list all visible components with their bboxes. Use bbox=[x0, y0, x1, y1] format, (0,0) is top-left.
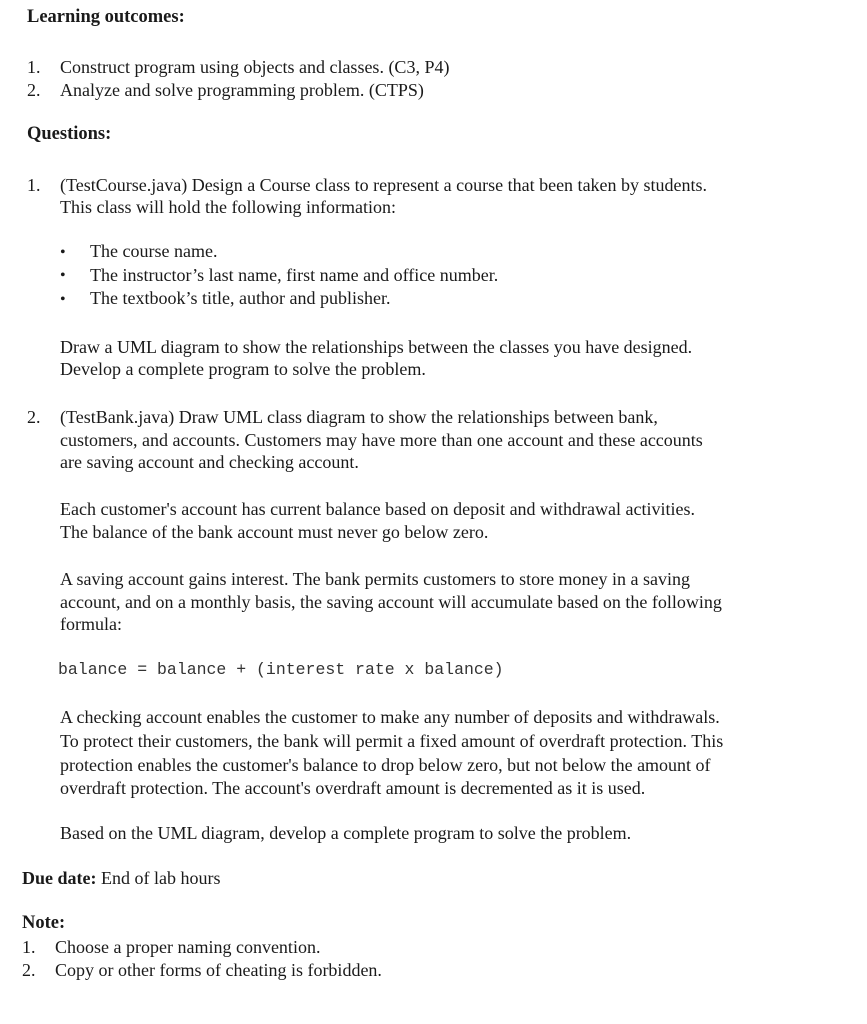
question-1-bullet: The course name. bbox=[90, 241, 218, 261]
saving-paragraph-line: A saving account gains interest. The bank permits customers to store money in a saving bbox=[60, 569, 691, 589]
question-1-closing-line: Develop a complete program to solve the problem. bbox=[60, 359, 426, 379]
note-number: 2. bbox=[22, 960, 36, 980]
due-date bbox=[22, 868, 220, 889]
bullet-icon: • bbox=[60, 267, 66, 284]
questions-heading: Questions: bbox=[27, 124, 112, 144]
checking-paragraph-line: To protect their customers, the bank will permit a fixed amount of overdraft protection. This bbox=[60, 731, 724, 751]
saving-paragraph-line: account, and on a monthly basis, the saving account will accumulate based on the following bbox=[60, 592, 722, 612]
question-2-intro-line: are saving account and checking account. bbox=[60, 452, 359, 472]
outcome-number: 2. bbox=[27, 80, 41, 100]
bullet-icon: • bbox=[60, 291, 66, 308]
outcome-text: Analyze and solve programming problem. (CTPS) bbox=[60, 80, 424, 100]
learning-outcomes-heading: Learning outcomes: bbox=[27, 7, 185, 27]
note-number: 1. bbox=[22, 937, 36, 957]
question-2-intro-line: customers, and accounts. Customers may have more than one account and these accounts bbox=[60, 430, 703, 450]
balance-paragraph-line: The balance of the bank account must never go below zero. bbox=[60, 522, 489, 542]
note-text: Choose a proper naming convention. bbox=[55, 937, 321, 957]
question-1-bullet: The textbook’s title, author and publisher. bbox=[90, 288, 391, 308]
checking-paragraph-line: overdraft protection. The account's overdraft amount is decremented as it is used. bbox=[60, 778, 646, 798]
question-1-intro-line: (TestCourse.java) Design a Course class to represent a course that been taken by students. bbox=[60, 175, 708, 195]
interest-formula: balance = balance + (interest rate x balance) bbox=[58, 660, 504, 679]
question-2-intro-line: (TestBank.java) Draw UML class diagram to show the relationships between bank, bbox=[60, 407, 658, 427]
question-2-final-line: Based on the UML diagram, develop a complete program to solve the problem. bbox=[60, 823, 632, 843]
question-1-number: 1. bbox=[27, 175, 41, 195]
outcome-text: Construct program using objects and classes. (C3, P4) bbox=[60, 57, 450, 77]
question-2-number: 2. bbox=[27, 407, 41, 427]
due-date-value: End of lab hours bbox=[101, 868, 221, 888]
question-1-bullet: The instructor’s last name, first name and office number. bbox=[90, 265, 499, 285]
checking-paragraph-line: A checking account enables the customer to make any number of deposits and withdrawals. bbox=[60, 707, 720, 727]
bullet-icon: • bbox=[60, 244, 66, 261]
outcome-number: 1. bbox=[27, 57, 41, 77]
due-date-label: Due date: bbox=[22, 868, 97, 888]
balance-paragraph-line: Each customer's account has current balance based on deposit and withdrawal activities. bbox=[60, 499, 696, 519]
question-1-intro-line: This class will hold the following information: bbox=[60, 197, 396, 217]
note-text: Copy or other forms of cheating is forbidden. bbox=[55, 960, 382, 980]
saving-paragraph-line: formula: bbox=[60, 614, 122, 634]
note-heading: Note: bbox=[22, 913, 66, 933]
checking-paragraph-line: protection enables the customer's balance to drop below zero, but not below the amount of bbox=[60, 755, 711, 775]
question-1-closing-line: Draw a UML diagram to show the relationships between the classes you have designed. bbox=[60, 337, 693, 357]
